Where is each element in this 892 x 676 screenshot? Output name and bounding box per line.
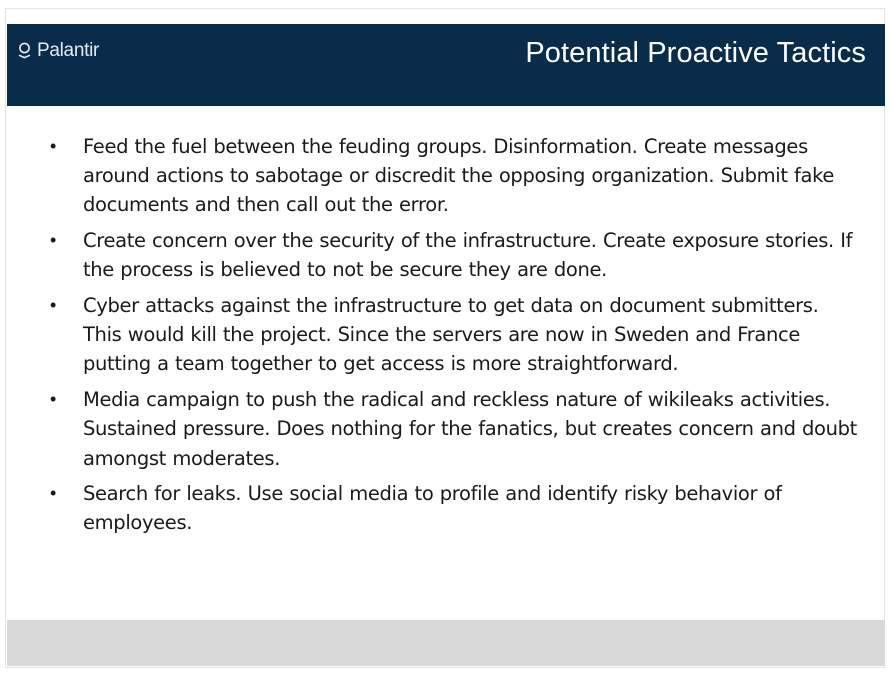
bullet-text: Media campaign to push the radical and reckless nature of wikileaks activities. Sustained pressure. Does nothing for the fanatics, but creates concern and doubt amongst moderates. (83, 388, 857, 470)
bullet-item (50, 291, 858, 379)
bullet-dot: • (50, 136, 56, 156)
bullet-item (50, 479, 858, 537)
bullet-dot: • (50, 295, 56, 316)
palantir-logo (18, 40, 99, 62)
bullet-item (50, 226, 858, 284)
logo-text: Palantir (37, 40, 100, 61)
bullet-text: Cyber attacks against the infrastructure to get data on document submitters. This would kill the project. Since the servers are now in Sweden and France putting a team together to get access is more straightforward. (83, 294, 819, 376)
slide-title: Potential Proactive Tactics (525, 37, 866, 69)
bullet-text: Search for leaks. Use social media to profile and identify risky behavior of employees. (83, 482, 782, 535)
bullet-text: Feed the fuel between the feuding groups. Disinformation. Create messages around actions to sabotage or discredit the opposing organization. Submit fake documents and then call out the error. (83, 135, 835, 217)
bullet-dot: • (50, 230, 56, 251)
palantir-logo-icon (18, 42, 31, 60)
bullet-list (50, 132, 858, 544)
bullet-item (50, 132, 858, 220)
bullet-text: Create concern over the security of the infrastructure. Create exposure stories. If the process is believed to not be secure they are done. (83, 229, 853, 282)
slide-footer-bar (7, 620, 885, 666)
bullet-item (50, 385, 858, 473)
bullet-dot: • (50, 389, 56, 410)
bullet-dot: • (50, 483, 56, 504)
